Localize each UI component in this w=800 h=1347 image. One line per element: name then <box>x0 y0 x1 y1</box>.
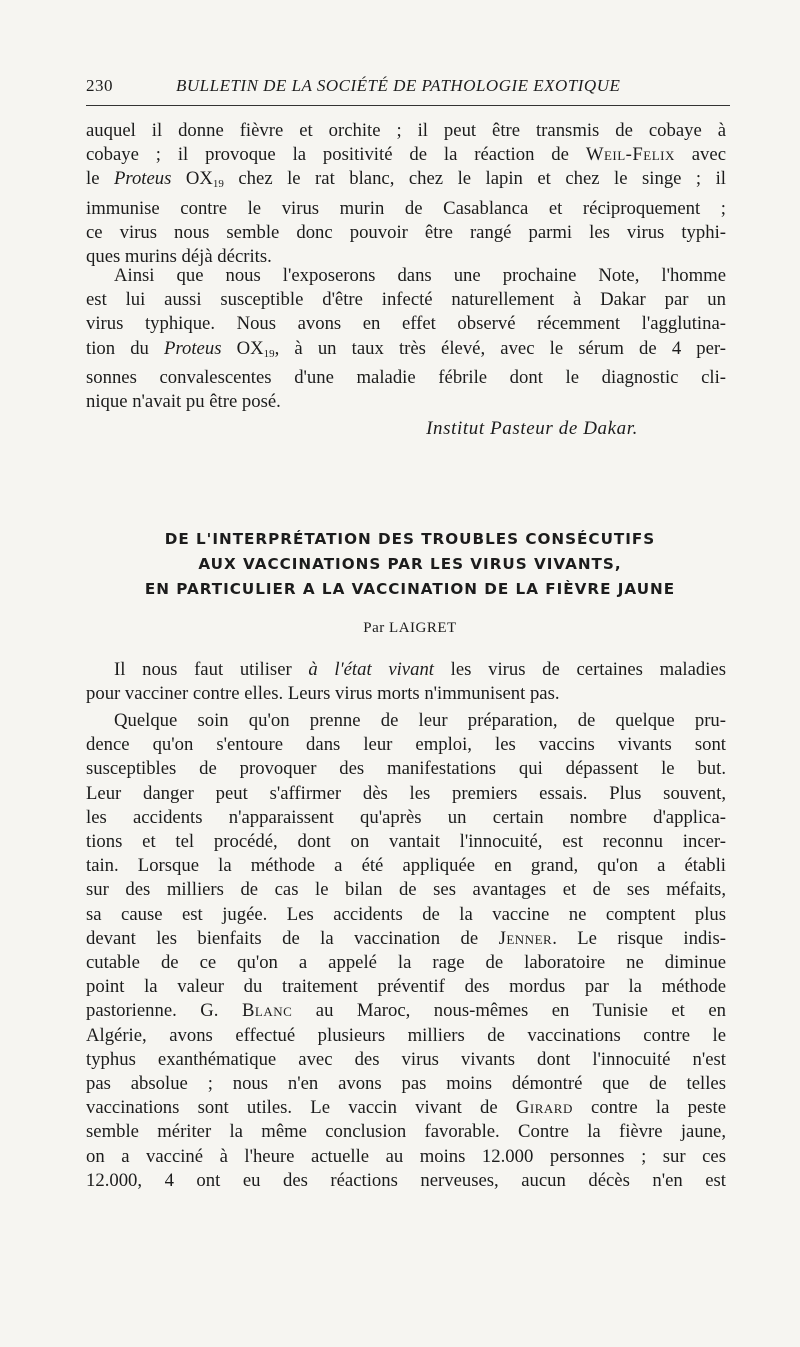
text-line: Quelque soin qu'on prenne de leur préparation, de quelque pru- <box>114 710 726 731</box>
article-title <box>80 527 740 602</box>
text-line: les accidents n'apparaissent qu'après un certain nombre d'applica- <box>86 806 726 828</box>
article-author: Par LAIGRET <box>363 620 457 636</box>
paragraph-body <box>86 709 726 1193</box>
page-number: 230 <box>86 76 113 95</box>
title-line: AUX VACCINATIONS PAR LES VIRUS VIVANTS, <box>198 555 622 573</box>
running-title: BULLETIN DE LA SOCIÉTÉ DE PATHOLOGIE EXOTIQUE <box>176 76 621 95</box>
text-line: Algérie, avons effectué plusieurs milliers de vaccinations contre le <box>86 1024 726 1046</box>
institution-signature: Institut Pasteur de Dakar. <box>426 418 638 439</box>
text-line: typhus exanthématique avec des virus vivants dont l'innocuité n'est <box>86 1048 726 1070</box>
text-line: devant les bienfaits de la vaccination de Jenner. Le risque indis- <box>86 927 726 949</box>
header-rule <box>86 105 730 106</box>
author-name: Jenner <box>498 927 553 949</box>
text-line: auquel il donne fièvre et orchite ; il peut être transmis de cobaye à <box>86 120 726 141</box>
text-line: virus typhique. Nous avons en effet observé récemment l'agglutina- <box>86 313 726 335</box>
text-line: point la valeur du traitement préventif des mordus par la méthode <box>86 976 726 998</box>
text-line: tion du Proteus $OX_{19}$, à un taux très élevé, avec le sérum de 4 per- <box>86 337 726 360</box>
text-line: pastorienne. G. Blanc au Maroc, nous-mêmes en Tunisie et en <box>86 1000 726 1022</box>
species-name: Proteus <box>113 168 172 190</box>
author-name: Weil-Felix <box>585 144 675 166</box>
author-name: Blanc <box>241 1000 293 1022</box>
text-line: semble mériter la même conclusion favorable. Contre la fièvre jaune, <box>86 1121 726 1143</box>
text-line: pas absolue ; nous n'en avons pas moins démontré que de telles <box>86 1073 726 1095</box>
text-line: est lui aussi susceptible d'être infecté naturellement à Dakar par un <box>86 289 726 311</box>
text-line: cobaye ; il provoque la positivité de la réaction de Weil-Felix avec <box>86 144 726 166</box>
text-line: pour vacciner contre elles. Leurs virus morts n'immunisent pas. <box>86 683 560 705</box>
text-line: sonnes convalescentes d'une maladie fébrile dont le diagnostic cli- <box>86 366 726 388</box>
text-line: 12.000, 4 ont eu des réactions nerveuses, aucun décès n'en est <box>86 1169 726 1191</box>
text-line: dence qu'on s'entoure dans leur emploi, les vaccins vivants sont <box>86 734 726 756</box>
text-line: ce virus nous semble donc pouvoir être rangé parmi les virus typhi- <box>86 221 726 243</box>
text-line: Leur danger peut s'affirmer dès les premiers essais. Plus souvent, <box>86 782 726 804</box>
author-name: Girard <box>515 1097 573 1119</box>
text-line: le Proteus $OX_{19}$ chez le rat blanc, chez le lapin et chez le singe ; il <box>86 168 726 191</box>
text-line: immunise contre le virus murin de Casablanca et réciproquement ; <box>86 197 726 219</box>
text-line: sur des milliers de cas le bilan de ses avantages et de ses méfaits, <box>86 879 726 901</box>
text-line: nique n'avait pu être posé. <box>86 391 281 413</box>
text-line: tions et tel procédé, dont on vantait l'innocuité, est reconnu incer- <box>86 831 726 853</box>
title-line: EN PARTICULIER A LA VACCINATION DE LA FIÈVRE JAUNE <box>144 580 676 598</box>
paragraph-intro <box>86 658 726 706</box>
paragraph-note <box>86 264 726 414</box>
text-line: cutable de ce qu'on a appelé la rage de laboratoire ne diminue <box>86 952 726 974</box>
text-line: Ainsi que nous l'exposerons dans une prochaine Note, l'homme <box>114 265 726 286</box>
text-line: tain. Lorsque la méthode a été appliquée en grand, qu'on a établi <box>86 855 726 877</box>
text-line: susceptibles de provoquer des manifestations qui dépassent le but. <box>86 758 726 780</box>
title-line: DE L'INTERPRÉTATION DES TROUBLES CONSÉCUTIFS <box>164 530 656 548</box>
text-line: ques murins déjà décrits. <box>86 246 272 268</box>
text-line: on a vacciné à l'heure actuelle au moins 12.000 personnes ; sur ces <box>86 1145 726 1167</box>
text-line: vaccinations sont utiles. Le vaccin vivant de Girard contre la peste <box>86 1097 726 1119</box>
text-line: Il nous faut utiliser à l'état vivant les virus de certaines maladies <box>114 659 727 680</box>
paragraph-continuation <box>86 119 726 269</box>
species-name: Proteus <box>164 337 222 359</box>
text-line: sa cause est jugée. Les accidents de la vaccine ne comptent plus <box>86 903 726 925</box>
